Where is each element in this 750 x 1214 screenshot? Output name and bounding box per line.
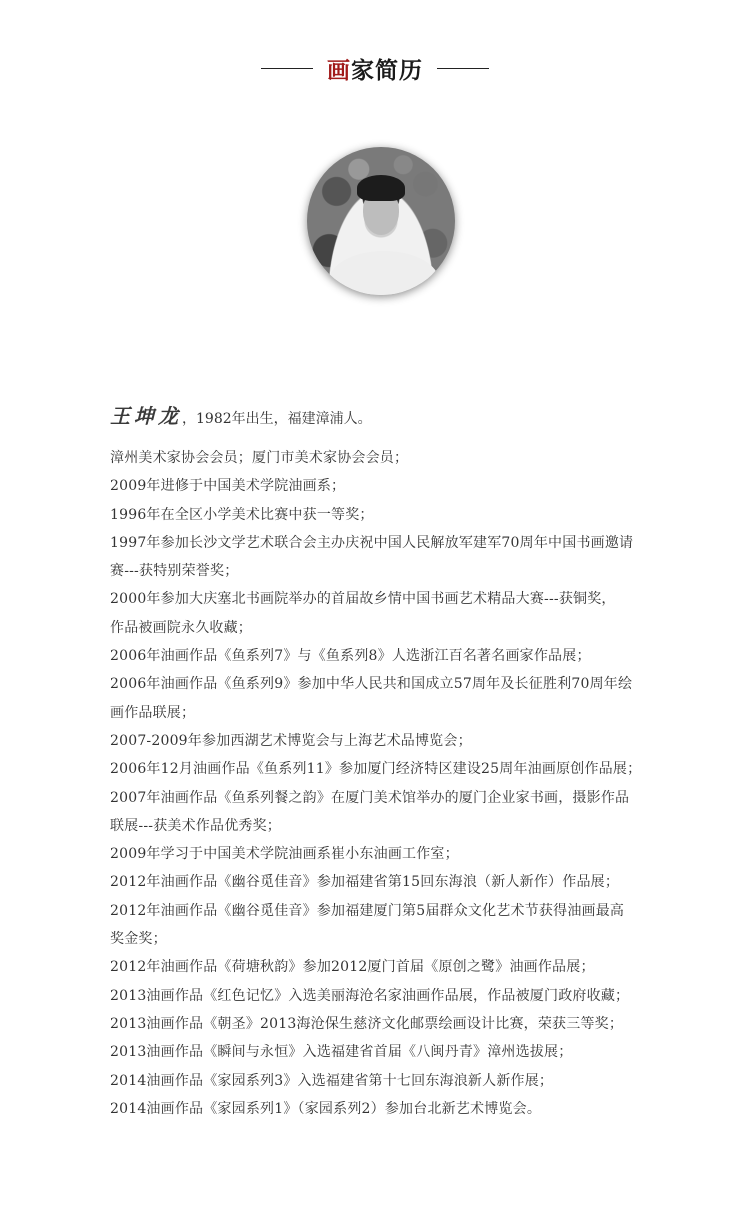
bio-line: 2007年油画作品《鱼系列餐之韵》在厦门美术馆举办的厦门企业家书画，摄影作品 <box>110 789 630 806</box>
bio-line: 奖金奖； <box>110 931 167 948</box>
bio-line: 2013油画作品《红色记忆》入选美丽海沧名家油画作品展，作品被厦门政府收藏； <box>110 987 630 1004</box>
bio-line: 2012年油画作品《荷塘秋韵》参加2012厦门首届《原创之鹭》油画作品展； <box>110 959 595 976</box>
section-header <box>0 48 750 88</box>
portrait-hair <box>357 175 405 201</box>
bio-line: 2007-2009年参加西湖艺术博览会与上海艺术品博览会； <box>110 732 472 749</box>
artist-bio <box>110 400 690 1123</box>
bio-line: 画作品联展； <box>110 704 196 721</box>
header-rule-right <box>437 68 489 69</box>
bio-line: 1997年参加长沙文学艺术联合会主办庆祝中国人民解放军建军70周年中国书画邀请 <box>110 534 634 551</box>
bio-line: 漳州美术家协会会员；厦门市美术家协会会员； <box>110 450 409 466</box>
section-title-rest: 家简历 <box>351 56 423 84</box>
bio-line: 2009年进修于中国美术学院油画系； <box>110 478 346 495</box>
bio-line: 赛---获特别荣誉奖； <box>110 563 239 580</box>
bio-line: 2013油画作品《朝圣》2013海沧保生慈济文化邮票绘画设计比赛，荣获三等奖； <box>110 1015 624 1032</box>
bio-line: 2006年油画作品《鱼系列7》与《鱼系列8》人选浙江百名著名画家作品展； <box>110 648 591 665</box>
section-title-accent: 画 <box>327 56 351 84</box>
bio-line: 1996年在全区小学美术比赛中获一等奖； <box>110 506 374 523</box>
bio-line: 2009年学习于中国美术学院油画系崔小东油画工作室； <box>110 846 459 863</box>
artist-intro-text: ，1982年出生，福建漳浦人。 <box>182 411 372 427</box>
bio-line: 2000年参加大庆塞北书画院举办的首届故乡情中国书画艺术精品大赛---获铜奖， <box>110 591 616 608</box>
header-rule-left <box>261 68 313 69</box>
portrait-shirt <box>329 251 439 295</box>
bio-intro <box>110 400 690 430</box>
bio-line: 2012年油画作品《幽谷觅佳音》参加福建厦门第5届群众文化艺术节获得油画最高 <box>110 902 625 919</box>
bio-line: 2014油画作品《家园系列1》（家园系列2）参加台北新艺术博览会。 <box>110 1100 542 1117</box>
bio-lines <box>110 444 690 1123</box>
bio-line: 联展---获美术作品优秀奖； <box>110 817 281 834</box>
artist-portrait <box>307 147 455 295</box>
bio-line: 2012年油画作品《幽谷觅佳音》参加福建省第15回东海浪（新人新作）作品展； <box>110 874 620 891</box>
artist-name: 王坤龙 <box>110 404 182 428</box>
bio-line: 2006年油画作品《鱼系列9》参加中华人民共和国成立57周年及长征胜利70周年绘 <box>110 676 633 693</box>
bio-line: 2006年12月油画作品《鱼系列11》参加厦门经济特区建设25周年油画原创作品展； <box>110 761 642 778</box>
bio-line: 2013油画作品《瞬间与永恒》入选福建省首届《八闽丹青》漳州选拔展； <box>110 1044 573 1061</box>
bio-line: 2014油画作品《家园系列3》入选福建省第十七回东海浪新人新作展； <box>110 1072 554 1089</box>
bio-line: 作品被画院永久收藏； <box>110 619 252 636</box>
section-title <box>327 52 423 85</box>
